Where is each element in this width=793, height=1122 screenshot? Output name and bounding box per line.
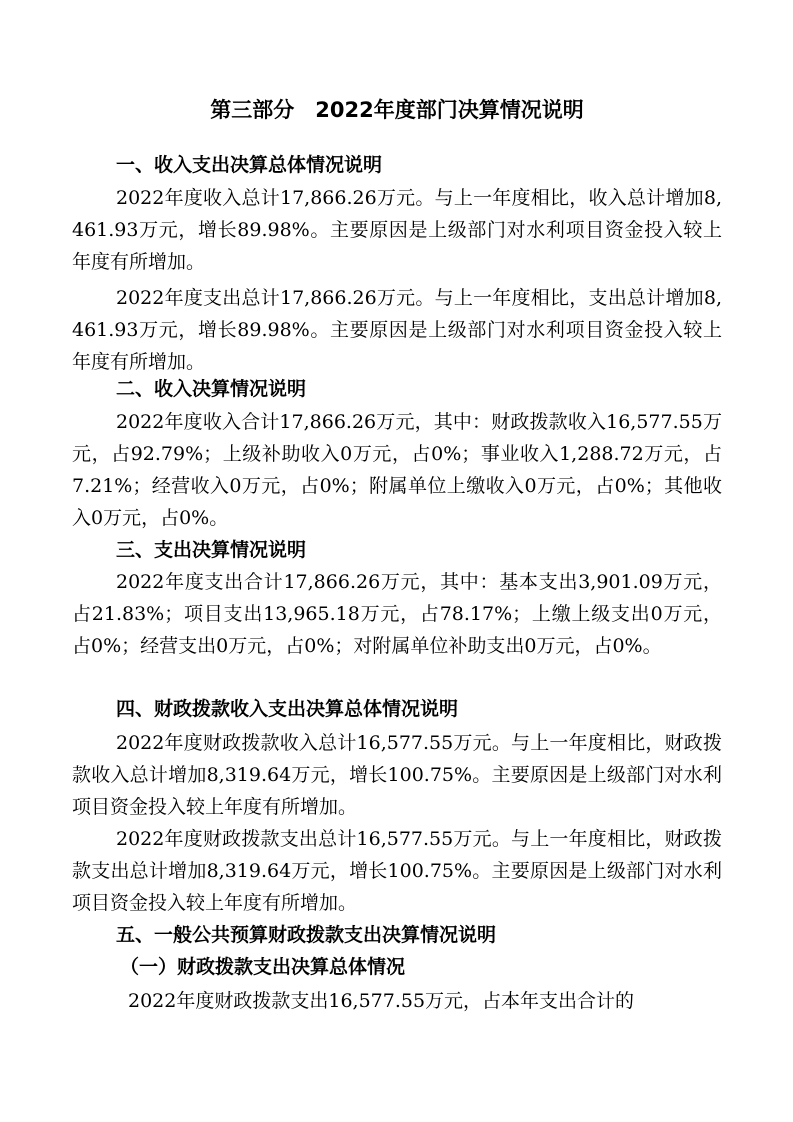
section-heading-4: 四、财政拨款收入支出决算总体情况说明	[116, 698, 459, 720]
paragraph-income-total: 2022年度收入总计17,866.26万元。与上一年度相比，收入总计增加8,461.93万元，增长89.98%。主要原因是上级部门对水利项目资金投入较上年度有所增加。	[72, 187, 722, 273]
paragraph-fiscal-income: 2022年度财政拨款收入总计16,577.55万元。与上一年度相比，财政拨款收入总计增加8,319.64万元，增长100.75%。主要原因是上级部门对水利项目资金投入较上年度有所增加。	[72, 732, 722, 818]
paragraph-expenditure-total: 2022年度支出总计17,866.26万元。与上一年度相比，支出总计增加8,461.93万元，增长89.98%。主要原因是上级部门对水利项目资金投入较上年度有所增加。	[72, 287, 722, 373]
section-heading-2: 二、收入决算情况说明	[116, 378, 307, 400]
paragraph-income-detail: 2022年度收入合计17,866.26万元，其中：财政拨款收入16,577.55万元，占92.79%；上级补助收入0万元，占0%；事业收入1,288.72万元，占7.21%；经营收入0万元，占0%；附属单位上缴收入0万元，占0%；其他收入0万元，占0%。	[72, 411, 722, 529]
page-title: 第三部分 2022年度部门决算情况说明	[210, 98, 584, 122]
paragraph-expenditure-detail: 2022年度支出合计17,866.26万元，其中：基本支出3,901.09万元，占21.83%；项目支出13,965.18万元，占78.17%；上缴上级支出0万元，占0%；经营支出0万元，占0%；对附属单位补助支出0万元，占0%。	[72, 571, 722, 657]
subsection-heading-5-1: （一）财政拨款支出决算总体情况	[120, 956, 406, 978]
paragraph-general-budget: 2022年度财政拨款支出16,577.55万元，占本年支出合计的	[128, 990, 635, 1012]
paragraph-fiscal-expenditure: 2022年度财政拨款支出总计16,577.55万元。与上一年度相比，财政拨款支出总计增加8,319.64万元，增长100.75%。主要原因是上级部门对水利项目资金投入较上年度有所增加。	[72, 828, 722, 914]
section-heading-5: 五、一般公共预算财政拨款支出决算情况说明	[116, 924, 497, 946]
section-heading-3: 三、支出决算情况说明	[116, 539, 307, 561]
section-heading-1: 一、收入支出决算总体情况说明	[116, 154, 383, 176]
